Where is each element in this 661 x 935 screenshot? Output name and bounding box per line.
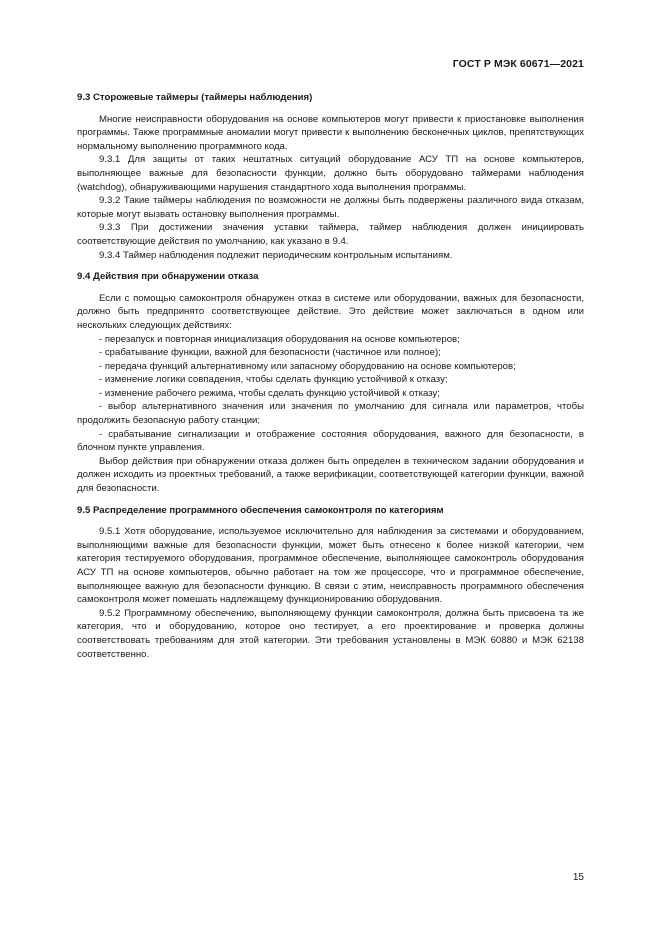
document-body xyxy=(77,91,584,669)
list-item: - срабатывание сигнализации и отображение состояния оборудования, важного для безопасности, в блочном пункте управления. xyxy=(77,428,584,454)
list-item: - срабатывание функции, важной для безопасности (частичное или полное); xyxy=(99,347,441,359)
list-item: - перезапуск и повторная инициализация оборудования на основе компьютеров; xyxy=(99,333,460,345)
section-9-3 xyxy=(77,91,584,262)
page-number: 15 xyxy=(572,872,584,883)
list-item: - изменение логики совпадения, чтобы сделать функцию устойчивой к отказу; xyxy=(99,374,448,386)
paragraph: 9.3.4 Таймер наблюдения подлежит периодическим контрольным испытаниям. xyxy=(99,249,453,261)
paragraph: Если с помощью самоконтроля обнаружен отказ в системе или оборудовании, важных для безопасности, должно быть предпринято соответствующее действие. Это действие может заключаться в одном или нескольких следующих действиях: xyxy=(77,292,584,331)
paragraph: Выбор действия при обнаружении отказа должен быть определен в техническом задании оборудования и должен исходить из проектных требований, а также верификации, соответствующей категории функции, важной для безопасности. xyxy=(77,455,584,495)
section-heading: 9.5 Распределение программного обеспечения самоконтроля по категориям xyxy=(77,504,444,516)
list-item: - передача функций альтернативному или запасному оборудованию на основе компьютеров; xyxy=(99,360,516,372)
paragraph: 9.3.2 Такие таймеры наблюдения по возможности не должны быть подвержены различного вида отказам, которые могут вызвать остановку выполнения программы. xyxy=(77,195,584,220)
paragraph: 9.3.1 Для защиты от таких нештатных ситуаций оборудование АСУ ТП на основе компьютеров, выполняющее важные для безопасности функции, должно быть оборудовано таймерами наблюдения (watchdog), обнаруживающими нарушения стандартного хода выполнения программы. xyxy=(77,154,584,193)
document-header: ГОСТ Р МЭК 60671—2021 xyxy=(452,58,584,70)
list-item: - изменение рабочего режима, чтобы сделать функцию устойчивой к отказу; xyxy=(99,387,440,399)
paragraph: 9.5.1 Хотя оборудование, используемое исключительно для наблюдения за системами и оборудованием, выполняющими важные для безопасности функции, может быть отнесено к более низкой категории, чем категория тестируемого оборудования, программное обеспечение, выполняющее самоконтроль оборудования АСУ ТП на основе компьютеров, обычно работает на том же процессоре, что и программное обеспечение, выполняющее важную для безопасности функцию. В связи с этим, неисправность программного обеспечения самоконтроля может помешать надлежащему функционированию оборудования. xyxy=(77,526,584,606)
paragraph: 9.3.3 При достижении значения уставки таймера, таймер наблюдения должен инициировать соответствующие действия по умолчанию, как указано в 9.4. xyxy=(77,222,584,247)
list-item: - выбор альтернативного значения или значения по умолчанию для сигнала или параметров, чтобы продолжить безопасную работу станции; xyxy=(77,401,584,427)
section-9-4 xyxy=(77,270,584,496)
section-heading: 9.4 Действия при обнаружении отказа xyxy=(77,271,259,283)
paragraph: Многие неисправности оборудования на основе компьютеров могут привести к приостановке выполнения программы. Также программные аномалии могут привести к выполнению бесконечных циклов, препятствующих нормальному выполнению программного кода. xyxy=(77,113,584,152)
section-9-5 xyxy=(77,504,584,662)
paragraph: 9.5.2 Программному обеспечению, выполняющему функции самоконтроля, должна быть присвоена та же категория, что и оборудованию, которое оно тестирует, а его проектирование и проверка должны соответствовать требованиям для этой категории. Эти требования установлены в МЭК 60880 и МЭК 62138 соответственно. xyxy=(77,607,584,660)
section-heading: 9.3 Сторожевые таймеры (таймеры наблюдения) xyxy=(77,92,313,103)
